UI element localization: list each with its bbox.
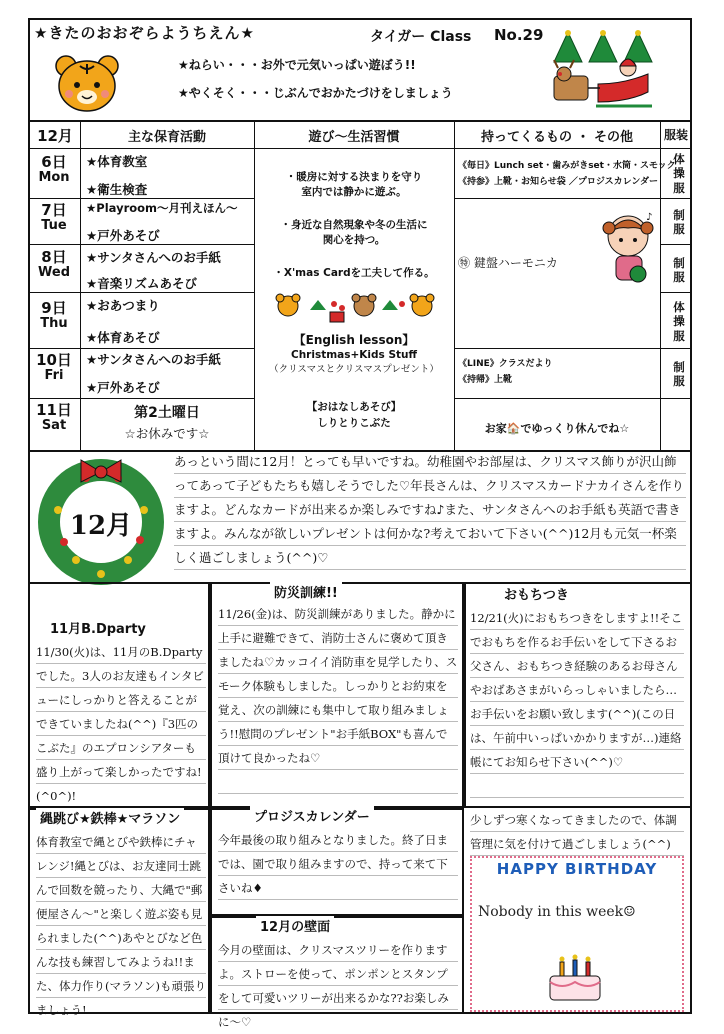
activity-11-1: 第2土曜日: [134, 405, 200, 421]
uniform-7: 制服: [673, 208, 685, 237]
birthday-text: Nobody in this week☺: [478, 904, 636, 920]
class-label: タイガー Class: [370, 29, 472, 45]
mochi-title: おもちつき: [500, 584, 573, 603]
issue-number: No.29: [494, 26, 544, 44]
svg-text:♪: ♪: [646, 212, 653, 223]
goal-promise: ★やくそく・・・じぶんでおかたづけをしましょう: [178, 86, 453, 100]
uniform-8: 制服: [673, 256, 685, 285]
bring-daily: 《毎日》Lunch set・歯みがきset・水筒・スモック: [458, 161, 676, 171]
day-11: 11日 Sat: [36, 401, 72, 434]
uniform-10: 制服: [673, 360, 685, 389]
english-lesson-note: （クリスマスとクリスマスプレゼント）: [269, 364, 439, 375]
bday-party-title: 11月B.Dparty: [46, 618, 150, 637]
rope-text: 体育教室で縄とびや鉄棒にチャレンジ!縄とびは、お友達同士跳んで回数を競ったり、大縄で"郵便屋さん～"と楽しく遊ぶ姿も見られました(^^)あやとびなど色んな技も練習してみようね!!また、体力作り(マラソン)も頑張りましょう!: [36, 830, 206, 1010]
birthday-banner: HAPPY BIRTHDAY: [496, 860, 658, 878]
goal-aim: ★ねらい・・・お外で元気いっぱい遊ぼう!!: [178, 58, 416, 72]
birthday-cake-icon: [540, 952, 610, 1008]
disaster-drill-text: 11/26(金)は、防災訓練がありました。静かに上手に避難できて、消防士さんに褒めて頂きましたね♡カッコイイ消防車を見学したり、スモーク体験もしました。しっかりとお約束を覚え、次の訓練にも集中して取り組みましょう!!慰問のプレゼント"お手紙BOX"も喜んで頂けて良かったね♡: [218, 602, 458, 802]
story-play-title: 【おはなしあそび】: [306, 401, 402, 413]
bring-carry: 《持参》上靴・お知らせ袋 ／プロジスカレンダー: [458, 177, 659, 187]
school-name: ★きたのおおぞらようちえん★: [34, 24, 255, 42]
activity-11-2: ☆お休みです☆: [124, 426, 210, 441]
schedule-table: [28, 120, 692, 452]
intro-text: あっという間に12月！とっても早いですね。幼稚園やお部屋は、クリスマス飾りが沢山飾ってあって子どもたちも嬉しそうでした♡年長さんは、クリスマスカードナカイさんを作りますよ。どんなカードが出来るか楽しみですね♪また、サンタさんへのお手紙も英語で書きますよ。みんなが欲しいプレゼントは何かな?考えておいて下さい(^^)12月も元気一杯楽しく過ごしましょう(^^)♡: [174, 450, 686, 572]
uniform-9: 体操服: [673, 300, 685, 343]
bring-header: 持ってくるもの ・ その他: [480, 130, 634, 145]
animals-decoration-icon: [274, 290, 434, 324]
english-lesson-title: 【English lesson】: [293, 333, 415, 347]
disaster-drill-title: 防災訓練!!: [270, 582, 342, 601]
bring-line-news: 《LINE》クラスだより: [458, 359, 553, 369]
activity-6-1: ★体育教室: [86, 154, 148, 169]
calendar-title: プロジスカレンダー: [250, 806, 374, 825]
day-10: 10日 Fri: [36, 351, 72, 384]
activity-8-2: ★音楽リズムあそび: [86, 276, 197, 291]
day-6: 6日 Mon: [38, 153, 70, 186]
rest-at-home: お家🏠でゆっくり休んでね☆: [484, 422, 630, 435]
month-header: 12月: [37, 127, 73, 145]
mochi-text: 12/21(火)におもちつきをしますよ!!そこでおもちを作るお手伝いをして下さるお父さん、おもちつき経験のあるお母さんやおばあさまがいらっしゃいましたら…お手伝いをお願い致します(^^)(この日は、午前中いっぱいかかりますが…)連絡帳にてお知らせ下さい(^^)♡: [470, 606, 684, 806]
bday-party-text: 11/30(火)は、11月のB.Dpartyでした。3人のお友達もインタビューにしっかりと答えることができていましたね(^^)『3匹のこぶた』のエプロンシアターも盛り上がって楽しかったですね!(^0^)!: [36, 640, 206, 806]
activity-8-1: ★サンタさんへのお手紙: [86, 250, 221, 265]
play-item-1: ・暖房に対する決まりを守り 室内では静かに遊ぶ。: [285, 171, 423, 199]
play-item-3: ・X'mas Cardを工夫して作る。: [273, 267, 435, 279]
activity-10-2: ★戸外あそび: [86, 380, 160, 395]
bring-harmonica: ㊕ 鍵盤ハーモニカ: [458, 256, 558, 270]
activity-7-1: ★Playroom～月刊えほん～: [86, 201, 238, 215]
activity-9-1: ★おあつまり: [86, 298, 160, 313]
wall-text: 今月の壁面は、クリスマスツリーを作りますよ。ストローを使って、ポンポンとスタンプをして可愛いツリーが出来るかな??お楽しみに～♡: [218, 938, 458, 1012]
wall-title: 12月の壁面: [256, 916, 334, 935]
activity-7-2: ★戸外あそび: [86, 228, 160, 243]
christmas-trees-icon: [548, 28, 658, 112]
activity-10-1: ★サンタさんへのお手紙: [86, 352, 221, 367]
wreath-month-label: 12月: [69, 511, 133, 541]
day-7: 7日 Tue: [41, 201, 67, 234]
rope-title: 縄跳び★鉄棒★マラソン: [36, 808, 184, 827]
bring-take-home: 《持帰》上靴: [458, 375, 513, 385]
activity-6-2: ★衛生検査: [86, 182, 148, 197]
day-8: 8日 Wed: [38, 248, 70, 281]
english-lesson-topic: Christmas+Kids Stuff: [290, 349, 418, 361]
tiger-face-icon: [52, 52, 122, 114]
uniform-header: 服装: [663, 128, 688, 142]
activity-9-2: ★体育あそび: [86, 330, 160, 345]
story-play-name: しりとりこぶた: [317, 417, 391, 429]
calendar-text: 今年最後の取り組みとなりました。終了日までは、園で取り組みますので、持って来て下さいね♦: [218, 828, 458, 912]
day-9: 9日 Thu: [40, 299, 68, 332]
play-header: 遊び～生活習慣: [308, 130, 400, 145]
play-item-2: ・身近な自然現象や冬の生活に 関心を持つ。: [280, 219, 428, 247]
health-note-text: 少しずつ寒くなってきましたので、体調管理に気を付けて過ごしましょう(^^): [470, 808, 684, 856]
activity-header: 主な保育活動: [127, 130, 206, 145]
girl-with-harmonica-icon: [600, 208, 658, 292]
uniform-6: 体操服: [673, 152, 685, 195]
